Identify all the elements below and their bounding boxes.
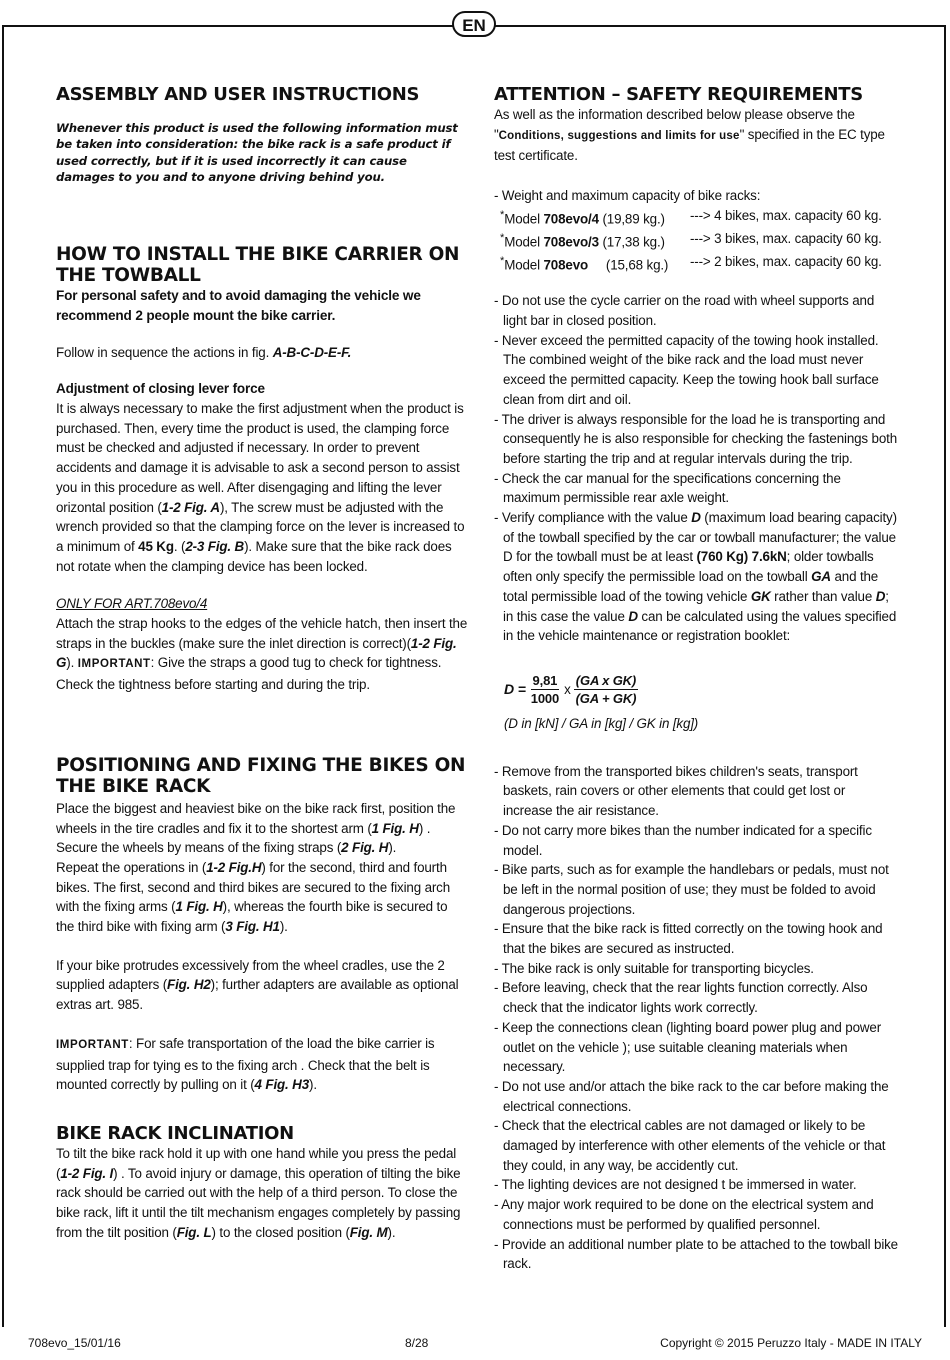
heading-assembly: ASSEMBLY AND USER INSTRUCTIONS	[56, 84, 420, 105]
b5-text-3: ; older towballs often only specify the permissible load on the towball	[503, 549, 874, 585]
model-prefix: Model	[504, 234, 544, 250]
incl-fig-2: Fig. L	[176, 1224, 212, 1240]
heading-positioning: POSITIONING AND FIXING THE BIKES ON THE BIKE RACK	[56, 754, 466, 797]
model-capacity: ---> 2 bikes, max. capacity 60 kg.	[690, 254, 882, 270]
adj-fig-2: 2-3 Fig. B	[185, 538, 245, 554]
incl-text-4: ).	[387, 1224, 396, 1240]
att-text-2: " specified in the EC type test certificate.	[494, 126, 885, 164]
model-capacity: ---> 4 bikes, max. capacity 60 kg.	[690, 207, 882, 223]
pos-text-4: Repeat the operations in (	[56, 859, 207, 875]
b5-d: D	[691, 510, 701, 526]
formula-fraction-1	[529, 672, 561, 708]
protrude-text	[56, 956, 468, 1015]
left-column	[56, 78, 468, 1243]
b5-gk: GK	[750, 588, 771, 604]
safety-list-1	[494, 291, 898, 646]
safety-item: - The lighting devices are not designed t be immersed in water.	[494, 1177, 857, 1193]
model-prefix: Model	[504, 211, 544, 227]
incl-text-1: To tilt the bike rack hold it up with one hand while you press the pedal (	[56, 1145, 457, 1181]
right-column	[494, 78, 898, 1274]
safety-list-2	[494, 762, 898, 1274]
footer-doc-code: 708evo_15/01/16	[28, 1336, 121, 1350]
model-list	[494, 206, 898, 276]
pos-fig-3: 1-2 Fig.H	[206, 859, 262, 875]
strap-text	[56, 614, 468, 695]
install-note: For personal safety and to avoid damaging the vehicle we recommend 2 people mount the bike carrier.	[56, 288, 421, 323]
formula-fraction-2	[574, 672, 639, 708]
language-badge: EN	[452, 11, 496, 37]
model-name: 708evo/4	[543, 211, 599, 227]
model-weight: (15,68 kg.)	[588, 257, 669, 273]
formula	[504, 666, 898, 714]
adj-text-4: ). Make sure that the bike rack does not rotate when the clamping device has been locked.	[56, 538, 452, 574]
attention-intro	[494, 105, 898, 166]
important2-label: IMPORTANT	[56, 1038, 129, 1051]
model-star: *	[500, 208, 505, 221]
safety-item: - Any major work required to be done on the electrical system and connections must be performed by qualified personnel.	[494, 1197, 874, 1232]
formula-num-1: 9,81	[532, 672, 558, 688]
incl-text-2: ) . To avoid injury or damage, this operation of tilting the bike rack should be carried out with the help of a third person. To close the bike rack, lift it until the tilt mechanism engages completely by passing from the tilt position (	[56, 1165, 461, 1240]
model-weight: (19,89 kg.)	[598, 211, 665, 227]
adjustment-text	[56, 399, 468, 576]
only-for-art: ONLY FOR ART.708evo/4	[56, 596, 208, 612]
model-prefix: Model	[504, 257, 544, 273]
incl-text-3: ) to the closed position (	[211, 1224, 350, 1240]
strap-text-2: ).	[66, 655, 75, 671]
important2-text-2: ).	[309, 1077, 317, 1093]
model-name: 708evo	[543, 257, 589, 273]
pos-text-3: ).	[388, 840, 397, 856]
b5-d3: D	[628, 608, 638, 624]
model-row	[500, 252, 898, 275]
footer-page-number: 8/28	[405, 1336, 429, 1350]
safety-item: - The driver is always responsible for the load he is transporting and consequently he is also responsible for checking the fastenings both before starting the trip and at regular intervals during the trip.	[494, 411, 898, 466]
b5-text-1: - Verify compliance with the value	[494, 510, 692, 526]
b5-text-7: can be calculated using the values specified in the vehicle maintenance or registration booklet:	[503, 608, 897, 644]
important2-text-1: : For safe transportation of the load the bike carrier is supplied trap for tying es to the fixing arch . Check that the belt is mounted correctly by pulling on it (	[56, 1035, 435, 1093]
att-bold: Conditions, suggestions and limits for use	[498, 129, 740, 142]
heading-install: HOW TO INSTALL THE BIKE CARRIER ON THE TOWBALL	[56, 244, 460, 287]
follow-sequence	[56, 343, 468, 363]
formula-den-2: (GA + GK)	[575, 690, 637, 706]
b5-value: (760 Kg) 7.6kN	[696, 549, 787, 565]
model-capacity: ---> 3 bikes, max. capacity 60 kg.	[690, 230, 882, 246]
model-weight: (17,38 kg.)	[598, 234, 665, 250]
pos-text-1: Place the biggest and heaviest bike on the bike rack first, position the wheels in the tire cradles and fix it to the shortest arm (	[56, 800, 456, 836]
b5-text-6: ; in this case the value	[503, 588, 889, 624]
adjustment-title: Adjustment of closing lever force	[56, 381, 265, 397]
adj-text-2: ), The screw must be adjusted with the wrench provided so that the clamping force on the lever is increased to a minimum of	[56, 499, 465, 554]
model-name: 708evo/3	[543, 234, 599, 250]
safety-item: - Ensure that the bike rack is fitted correctly on the towing hook and that the bikes are secured as instructed.	[494, 921, 883, 957]
safety-item: - Never exceed the permitted capacity of the towing hook installed. The combined weight of the bike rack and the load must never exceed the permitted capacity. Keep the towing hook ball surface clean from dirt and oil.	[494, 332, 879, 407]
important2-fig: 4 Fig. H3	[254, 1077, 310, 1093]
b5-d2: D	[875, 588, 886, 604]
follow-figs: A-B-C-D-E-F.	[272, 344, 352, 360]
formula-den-1: 1000	[530, 690, 560, 706]
intro-warning: Whenever this product is used the following information must be taken into consideration: the bike rack is a safe product if used correctly, but if it is used incorrectly it can cause damages to you and to anyone driving behind you.	[56, 121, 458, 184]
safety-item: - Do not carry more bikes than the number indicated for a specific model.	[494, 822, 872, 858]
model-row	[500, 229, 898, 252]
safety-item: - Do not use the cycle carrier on the road with wheel supports and light bar in closed position.	[494, 293, 875, 329]
pos-fig-2: 2 Fig. H	[341, 840, 389, 856]
safety-item: - Remove from the transported bikes children's seats, transport baskets, rain covers or other elements that could get lost or increase the air resistance.	[494, 763, 858, 819]
b5-ga: GA	[811, 569, 831, 585]
att-text-1: As well as the information described below please observe the "	[494, 107, 855, 142]
model-star: *	[500, 255, 505, 268]
formula-d: D =	[504, 681, 526, 698]
formula-units: (D in [kN] / GA in [kg] / GK in [kg])	[504, 715, 699, 731]
inclination-text	[56, 1144, 468, 1243]
adj-text-3: . (	[173, 538, 186, 554]
strap-fig: 1-2 Fig. G	[56, 635, 457, 671]
protrude-fig: Fig. H2	[167, 977, 211, 993]
b5-text-2: (maximum load bearing capacity) of the towball specified by the car or towball manufacturer; the value D for the towball must be at least	[503, 510, 897, 565]
pos-fig-1: 1 Fig. H	[371, 820, 419, 836]
safety-item: - The bike rack is only suitable for transporting bicycles.	[494, 960, 814, 976]
protrude-text-1: If your bike protrudes excessively from the wheel cradles, use the 2 supplied adapters (	[56, 957, 445, 993]
pos-text-7: ).	[279, 919, 288, 935]
follow-text: Follow in sequence the actions in fig.	[56, 344, 273, 360]
important-text: : Give the straps a good tug to check for tightness. Check the tightness before starting and during the trip.	[56, 655, 442, 693]
incl-fig-1: 1-2 Fig. I	[60, 1165, 114, 1181]
adj-kg: 45 Kg	[138, 538, 174, 554]
b5-text-5: rather than value	[770, 588, 876, 604]
weight-title: - Weight and maximum capacity of bike racks:	[494, 188, 761, 204]
safety-item: - Bike parts, such as for example the handlebars or pedals, must not be left in the normal position of use; they must be folded to avoid dangerous projections.	[494, 862, 889, 917]
safety-item-towball	[494, 508, 898, 646]
safety-item: - Do not use and/or attach the bike rack to the car before making the electrical connections.	[494, 1078, 889, 1114]
important-belt-text	[56, 1034, 468, 1095]
safety-item: - Keep the connections clean (lighting board power plug and power outlet on the vehicle ); use suitable cleaning materials when necessary.	[494, 1019, 882, 1075]
adj-fig-1: 1-2 Fig. A	[161, 499, 220, 515]
heading-inclination: BIKE RACK INCLINATION	[56, 1122, 294, 1144]
safety-item: - Check that the electrical cables are not damaged or likely to be damaged by interference with other elements of the vehicle or that they could, in any way, be accidently cut.	[494, 1118, 886, 1173]
heading-attention: ATTENTION – SAFETY REQUIREMENTS	[494, 84, 863, 105]
formula-times: x	[564, 682, 571, 698]
footer-copyright: Copyright © 2015 Peruzzo Italy - MADE IN ITALY	[660, 1336, 922, 1350]
incl-fig-3: Fig. M	[349, 1224, 388, 1240]
b5-text-4: and the total permissible load of the towing vehicle	[503, 569, 879, 604]
pos-text-2: ) . Secure the wheels by means of the fixing straps (	[56, 820, 431, 856]
model-row	[500, 206, 898, 229]
protrude-text-2: ); further adapters are available as optional extras art. 985.	[56, 977, 459, 1013]
adj-text-1: It is always necessary to make the first adjustment when the product is purchased. Then, every time the product is used, the clamping force must be checked and adjusted if necessary. In order to prevent accidents and damage it is advisable to ask a second person to assist you in this procedure as well. After disengaging and lifting the lever orizontal position (	[56, 401, 464, 515]
safety-item: - Check the car manual for the specifications concerning the maximum permissible rear axle weight.	[494, 470, 841, 506]
model-star: *	[500, 231, 505, 244]
pos-text-5: ) for the second, third and fourth bikes. The first, second and third bikes are secured to the fixing arch with the fixing arms (	[56, 859, 451, 915]
formula-num-2: (GA x GK)	[575, 672, 637, 688]
pos-fig-5: 3 Fig. H1	[225, 919, 280, 935]
pos-fig-4: 1 Fig. H	[175, 899, 223, 915]
pos-text-6: ), whereas the fourth bike is secured to the third bike with fixing arm (	[56, 899, 448, 935]
strap-text-1: Attach the strap hooks to the edges of the vehicle hatch, then insert the straps in the buckles (make sure the inlet direction is correct)(	[56, 616, 468, 651]
important-label: IMPORTANT	[77, 658, 151, 671]
safety-item: - Before leaving, check that the rear lights function correctly. Also check that the indicator lights work correctly.	[494, 980, 868, 1016]
safety-item: - Provide an additional number plate to be attached to the towball bike rack.	[494, 1236, 898, 1272]
positioning-text	[56, 799, 468, 937]
